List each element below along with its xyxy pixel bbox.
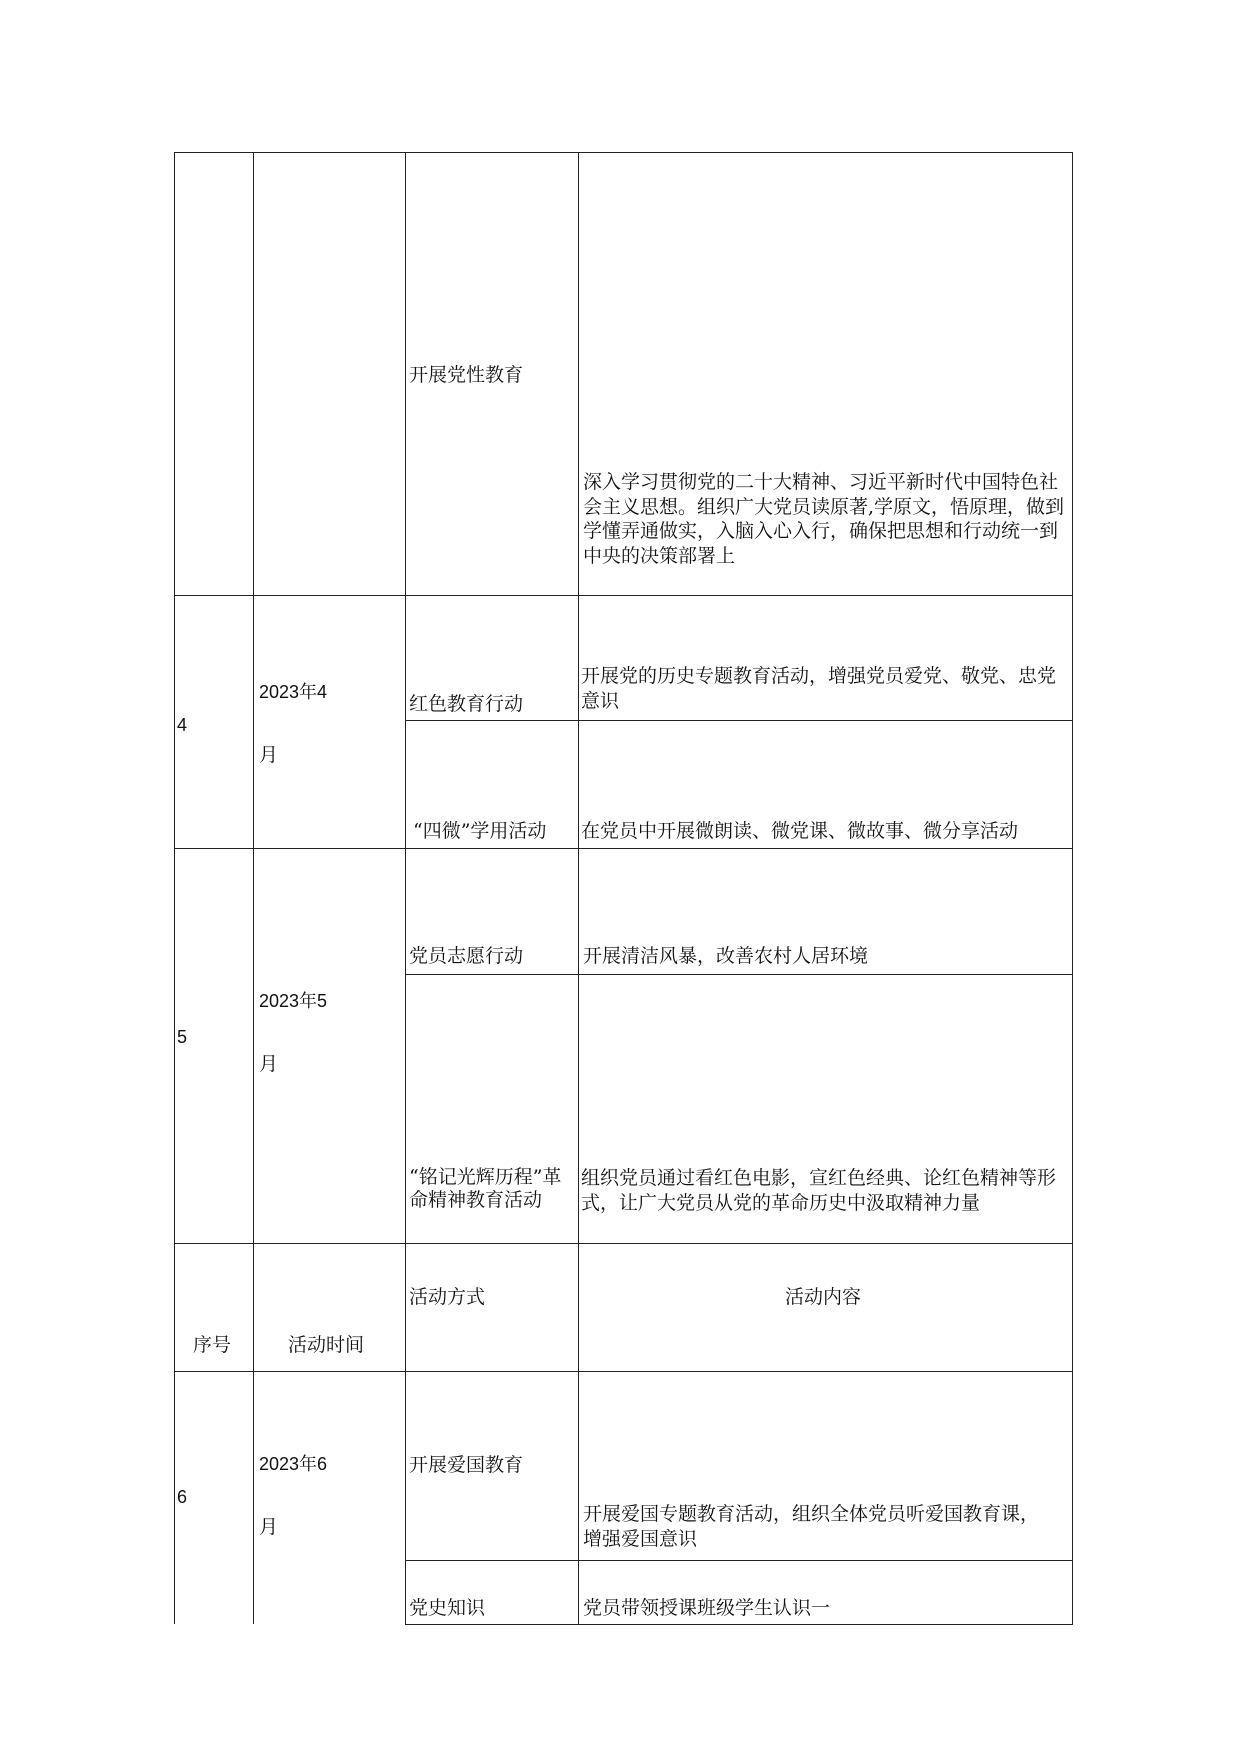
activity-method: 党史知识 bbox=[409, 1597, 486, 1619]
row-divider bbox=[174, 848, 1072, 849]
activity-content: 深入学习贯彻党的二十大精神、习近平新时代中国特色社会主义思想。组织广大党员读原著,学原文，悟原理，做到学懂弄通做实，入脑入心入行，确保把思想和行动统一到中央的决策部署上 bbox=[583, 471, 1065, 567]
activity-content: 开展党的历史专题教育活动，增强党员爱党、敬党、忠党意识 bbox=[581, 665, 1057, 712]
header-content: 活动内容 bbox=[785, 1286, 862, 1308]
col-border bbox=[174, 152, 175, 1624]
row-divider bbox=[174, 1371, 1072, 1372]
row-divider bbox=[174, 1243, 1072, 1244]
row-seq: 6 bbox=[177, 1487, 188, 1507]
activity-content: 开展清洁风暴，改善农村人居环境 bbox=[583, 945, 869, 967]
activity-content: 组织党员通过看红色电影，宣红色经典、论红色精神等形式，让广大党员从党的革命历史中汲取精神力量 bbox=[581, 1167, 1057, 1214]
col-border bbox=[253, 152, 254, 1624]
activity-method: 开展爱国教育 bbox=[409, 1454, 524, 1476]
activity-method: 红色教育行动 bbox=[409, 693, 524, 715]
activity-time-year: 2023年5 bbox=[259, 991, 328, 1011]
activity-time-month: 月 bbox=[259, 744, 279, 766]
activity-time-month: 月 bbox=[259, 1516, 279, 1538]
activity-content: 党员带领授课班级学生认识一 bbox=[583, 1597, 831, 1619]
activity-content: 在党员中开展微朗读、微党课、微故事、微分享活动 bbox=[581, 820, 1019, 842]
header-method: 活动方式 bbox=[409, 1286, 486, 1308]
activity-time-year: 2023年4 bbox=[259, 682, 328, 702]
row-seq: 5 bbox=[177, 1027, 188, 1047]
header-seq: 序号 bbox=[193, 1334, 232, 1356]
table-bottom-border bbox=[405, 1624, 1072, 1625]
activity-method: “四微”学用活动 bbox=[413, 820, 547, 842]
col-border bbox=[578, 152, 579, 1625]
activity-divider bbox=[405, 1560, 1072, 1561]
col-border bbox=[1072, 152, 1073, 1625]
activity-time-month: 月 bbox=[259, 1053, 279, 1075]
activity-divider bbox=[405, 974, 1072, 975]
activity-method: “铭记光辉历程”革 命精神教育活动 bbox=[409, 1166, 562, 1211]
activity-method: 党员志愿行动 bbox=[409, 945, 524, 967]
header-time: 活动时间 bbox=[288, 1334, 365, 1356]
row-seq: 4 bbox=[177, 715, 188, 735]
activity-method: 开展党性教育 bbox=[409, 364, 524, 386]
activity-time-year: 2023年6 bbox=[259, 1454, 328, 1474]
table-top-border bbox=[174, 152, 1072, 153]
row-divider bbox=[174, 595, 1072, 596]
col-border bbox=[405, 152, 406, 1625]
activity-content: 开展爱国专题教育活动，组织全体党员听爱国教育课， 增强爱国意识 bbox=[583, 1503, 1040, 1550]
activity-divider bbox=[405, 720, 1072, 721]
